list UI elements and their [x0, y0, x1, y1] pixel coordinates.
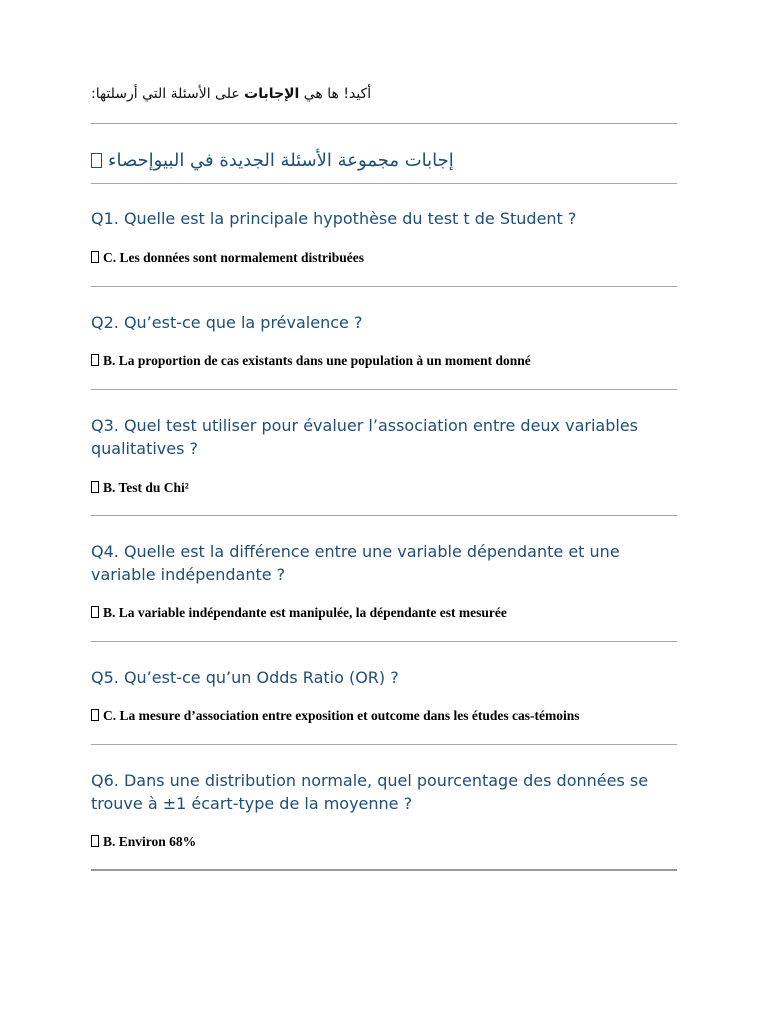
question-4: Q4. Quelle est la différence entre une variable dépendante et une variable indépendante ? [91, 542, 620, 584]
answer-4 [91, 604, 677, 622]
section-title [91, 148, 677, 174]
question-5: Q5. Qu’est-ce qu’un Odds Ratio (OR) ? [91, 668, 399, 687]
answer-5 [91, 707, 677, 725]
divider [91, 286, 677, 287]
divider [91, 183, 677, 184]
answer-4-text: B. La variable indépendante est manipulée, la dépendante est mesurée [103, 605, 507, 620]
answer-5-text: C. La mesure d’association entre exposition et outcome dans les études cas-témoins [103, 708, 580, 723]
question-1: Q1. Quelle est la principale hypothèse du test t de Student ? [91, 209, 577, 228]
divider [91, 869, 677, 871]
divider [91, 744, 677, 745]
answer-3 [91, 479, 677, 497]
check-icon [91, 481, 99, 493]
answer-2-text: B. La proportion de cas existants dans une population à un moment donné [103, 353, 531, 368]
intro-prefix: أكيد! ها هي [303, 86, 372, 102]
divider [91, 389, 677, 390]
check-icon [91, 835, 99, 847]
intro-line [91, 84, 677, 104]
section-title-text: إجابات مجموعة الأسئلة الجديدة في البيوإحصاء [108, 150, 454, 171]
answer-6-text: B. Environ 68% [103, 834, 197, 849]
answer-3-text: B. Test du Chi² [103, 480, 189, 495]
check-icon [91, 709, 99, 721]
answer-1-text: C. Les données sont normalement distribuées [103, 250, 365, 265]
answer-6 [91, 833, 677, 851]
checkbox-icon [91, 153, 102, 168]
question-6: Q6. Dans une distribution normale, quel pourcentage des données se trouve à ±1 écart-type de la moyenne ? [91, 771, 649, 813]
answer-1 [91, 249, 677, 267]
divider [91, 515, 677, 516]
intro-bold: الإجابات [244, 86, 300, 102]
question-2: Q2. Qu’est-ce que la prévalence ? [91, 313, 363, 332]
divider [91, 123, 677, 124]
check-icon [91, 606, 99, 618]
check-icon [91, 354, 99, 366]
intro-suffix: على الأسئلة التي أرسلتها: [91, 86, 240, 102]
answer-2 [91, 352, 677, 370]
divider [91, 641, 677, 642]
question-3: Q3. Quel test utiliser pour évaluer l’association entre deux variables qualitatives ? [91, 416, 638, 458]
check-icon [91, 251, 99, 263]
